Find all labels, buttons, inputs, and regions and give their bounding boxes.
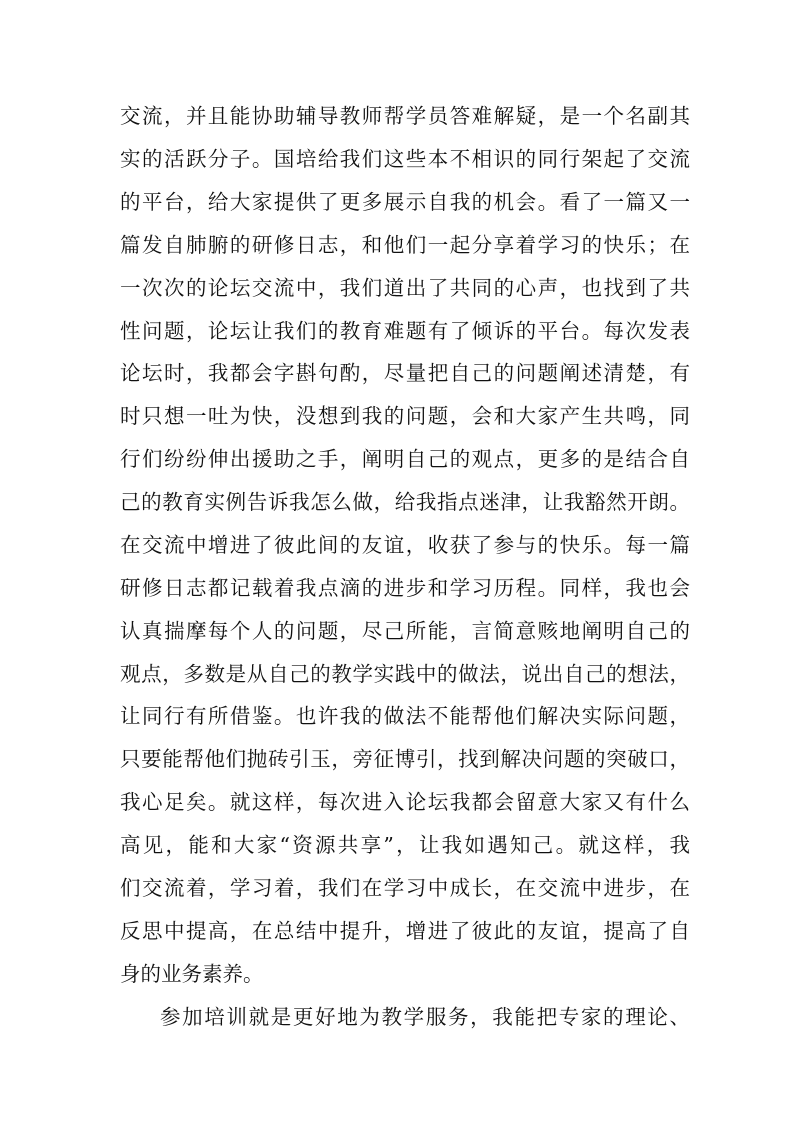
paragraph-line: 们交流着，学习着，我们在学习中成长，在交流中进步，在	[120, 876, 690, 900]
paragraph-line: 反思中提高，在总结中提升，增进了彼此的友谊，提高了自	[120, 919, 690, 943]
paragraph-line: 认真揣摩每个人的问题，尽己所能，言简意赅地阐明自己的	[120, 619, 690, 643]
paragraph-line: 只要能帮他们抛砖引玉，旁征博引，找到解决问题的突破口，	[120, 747, 690, 771]
paragraph-line: 交流，并且能协助辅导教师帮学员答难解疑，是一个名副其	[120, 104, 690, 128]
paragraph-line: 在交流中增进了彼此间的友谊，收获了参与的快乐。每一篇	[120, 533, 690, 557]
paragraph-line: 我心足矣。就这样，每次进入论坛我都会留意大家又有什么	[120, 790, 690, 814]
paragraph-line: 一次次的论坛交流中，我们道出了共同的心声，也找到了共	[120, 276, 690, 300]
paragraph-line: 高见，能和大家“资源共享”，让我如遇知己。就这样，我	[120, 833, 690, 857]
paragraph-line: 性问题，论坛让我们的教育难题有了倾诉的平台。每次发表	[120, 319, 690, 343]
paragraph-line: 的平台，给大家提供了更多展示自我的机会。看了一篇又一	[120, 190, 690, 214]
paragraph-line: 己的教育实例告诉我怎么做，给我指点迷津，让我豁然开朗。	[120, 490, 690, 514]
paragraph-line-indented: 参加培训就是更好地为教学服务，我能把专家的理论、	[160, 1005, 690, 1029]
paragraph-line: 篇发自肺腑的研修日志，和他们一起分享着学习的快乐；在	[120, 233, 690, 257]
paragraph-line: 实的活跃分子。国培给我们这些本不相识的同行架起了交流	[120, 147, 690, 171]
paragraph-line: 论坛时，我都会字斟句酌，尽量把自己的问题阐述清楚，有	[120, 361, 690, 385]
paragraph-line: 行们纷纷伸出援助之手，阐明自己的观点，更多的是结合自	[120, 447, 690, 471]
paragraph-line-last: 身的业务素养。	[120, 962, 264, 986]
paragraph-line: 研修日志都记载着我点滴的进步和学习历程。同样，我也会	[120, 576, 690, 600]
paragraph-line: 观点，多数是从自己的教学实践中的做法，说出自己的想法，	[120, 662, 690, 686]
paragraph-line: 时只想一吐为快，没想到我的问题，会和大家产生共鸣，同	[120, 404, 690, 428]
paragraph-line: 让同行有所借鉴。也许我的做法不能帮他们解决实际问题，	[120, 704, 690, 728]
